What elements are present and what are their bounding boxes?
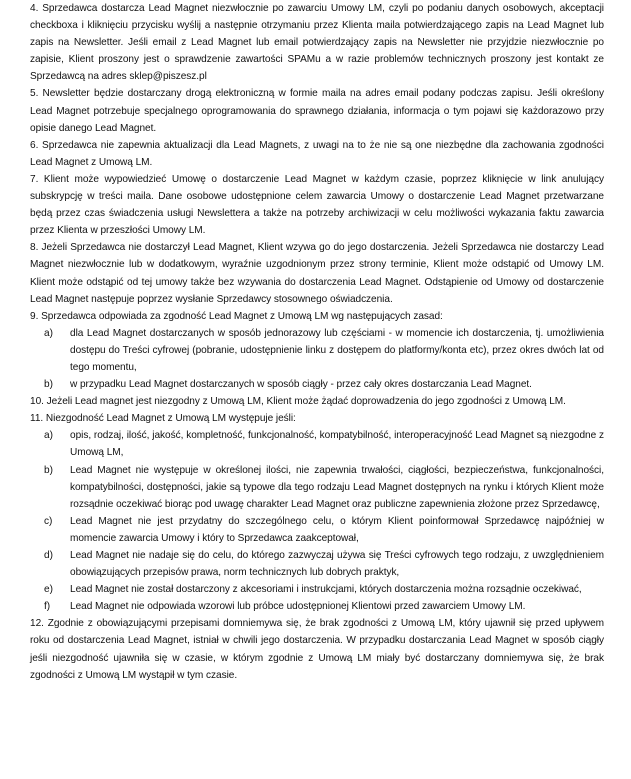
paragraph-9-list: [30, 325, 604, 393]
paragraph-6: 6. Sprzedawca nie zapewnia aktualizacji dla Lead Magnets, z uwagi na to że nie są one niezbędne dla zachowania zgodności Lead Magnet z Umową LM.: [30, 139, 604, 168]
paragraph-4: 4. Sprzedawca dostarcza Lead Magnet niezwłocznie po zawarciu Umowy LM, czyli po podaniu danych osobowych, akceptacji checkboxa i kliknięciu przycisku wyślij a następnie otrzymaniu przez Klienta maila potwierdzającego zapis na Lead Magnet lub zapis na Newsletter. Jeśli email z Lead Magnet lub email potwierdzający zapis na Newsletter nie przyjdzie niezwłocznie po zapisie, Klient proszony jest o sprawdzenie zawartości SPAMu a w razie problemów technicznych proszony jest kontakt ze Sprzedawcą na adres sklep@piszesz.pl: [30, 3, 604, 83]
list-marker: d): [44, 550, 53, 561]
list-item-text: Lead Magnet nie odpowiada wzorowi lub próbce udostępnionej Klientowi przed zawarciem Umowy LM.: [70, 601, 526, 613]
list-item-text: Lead Magnet nie nadaje się do celu, do którego zazwyczaj używa się Treści cyfrowych tego rodzaju, z uwzględnieniem obowiązujących przepisów prawa, norm technicznych lub dobrych praktyk,: [70, 550, 604, 579]
list-marker: a): [44, 430, 53, 442]
list-item-text: w przypadku Lead Magnet dostarczanych w sposób ciągły - przez cały okres dostarczania Lead Magnet.: [70, 379, 532, 391]
paragraph-11-list: [30, 427, 604, 615]
paragraph-8: 8. Jeżeli Sprzedawca nie dostarczył Lead Magnet, Klient wzywa go do jego dostarczenia. Jeżeli Sprzedawca nie dostarczy Lead Magnet niezwłocznie lub w dodatkowym, wyraźnie uzgodnionym przez strony terminie, Klient może odstąpić od Umowy LM. Klient może odstąpić od tej umowy także bez wzywania do dostarczenia Lead Magnet. Odstąpienie od Umowy od dostarczenie Lead Magnet następuje poprzez wysłanie Sprzedawcy stosownego oświadczenia.: [30, 242, 604, 305]
list-item-text: dla Lead Magnet dostarczanych w sposób jednorazowy lub częściami - w momencie ich dostarczenia, tj. umożliwienia dostępu do Treści cyfrowej (pobranie, udostępnienie linku z dostępem do platformy/konta etc), przez okres dwóch lat od tego momentu,: [70, 327, 604, 373]
list-marker: c): [44, 515, 53, 527]
list-marker: f): [44, 601, 51, 613]
document-page: [30, 0, 604, 684]
list-item: [30, 598, 604, 615]
paragraph-10: 10. Jeżeli Lead magnet jest niezgodny z Umową LM, Klient może żądać doprowadzenia do jego zgodności z Umową LM.: [30, 396, 566, 408]
list-item: [30, 581, 604, 598]
list-item: [30, 325, 604, 376]
list-marker: b): [44, 464, 53, 476]
list-item: [30, 376, 604, 393]
list-marker: e): [44, 584, 53, 596]
paragraph-9-intro: 9. Sprzedawca odpowiada za zgodność Lead Magnet z Umową LM wg następujących zasad:: [30, 310, 443, 322]
list-item: [30, 462, 604, 513]
list-item: [30, 427, 604, 461]
list-item: [30, 513, 604, 547]
list-marker: b): [44, 379, 53, 391]
paragraph-11-intro: 11. Niezgodność Lead Magnet z Umową LM występuje jeśli:: [30, 413, 296, 425]
paragraph-7: 7. Klient może wypowiedzieć Umowę o dostarczenie Lead Magnet w każdym czasie, poprzez kliknięcie w link anulujący subskrypcję w treści maila. Dane osobowe udostępnione celem zawarcia Umowy o dostarczenie Lead Magnet przetwarzane będą przez czas świadczenia usługi Newslettera a także na potrzeby archiwizacji w celu możliwości wykazania faktu zawarcia przez Klienta w przeszłości Umowy LM.: [30, 173, 604, 237]
list-item-text: Lead Magnet nie został dostarczony z akcesoriami i instrukcjami, których dostarczenia można rozsądnie oczekiwać,: [70, 584, 582, 596]
paragraph-5: 5. Newsletter będzie dostarczany drogą elektroniczną w formie maila na adres email podany podczas zapisu. Jeśli określony Lead Magnet potrzebuje specjalnego oprogramowania do sprawnego działania, informacja o tym pojawi się każdorazowo przy opisie danego Lead Magnet.: [30, 88, 604, 134]
list-item-text: opis, rodzaj, ilość, jakość, kompletność, funkcjonalność, kompatybilność, interoperacyjność Lead Magnet są niezgodne z Umową LM,: [70, 430, 604, 459]
list-item-text: Lead Magnet nie jest przydatny do szczególnego celu, o którym Klient poinformował Sprzedawcę najpóźniej w momencie zawarcia Umowy i który to Sprzedawca zaakceptował,: [70, 515, 604, 544]
paragraph-12: 12. Zgodnie z obowiązującymi przepisami domniemywa się, że brak zgodności z Umową LM, który ujawnił się przed upływem roku od dostarczenia Lead Magnet, istniał w chwili jego dostarczenia. W przypadku dostarczania Lead Magnet w sposób ciągły jeśli niezgodność ujawniła się w czasie, w którym zgodnie z Umową LM miały być dostarczany domniemywa się, że brak zgodności z Umową LM wystąpił w tym czasie.: [30, 618, 604, 681]
list-item-text: Lead Magnet nie występuje w określonej ilości, nie zapewnia trwałości, ciągłości, bezpieczeństwa, funkcjonalności, kompatybilności, dostępności, jakie są typowe dla tego rodzaju Lead Magnet dostępnych na rynku i których Klient może rozsądnie oczekiwać biorąc pod uwagę charakter Lead Magnet oraz publiczne zapewnienia złożone przez Sprzedawcę,: [70, 464, 604, 510]
list-item: [30, 547, 604, 581]
list-marker: a): [44, 327, 53, 339]
